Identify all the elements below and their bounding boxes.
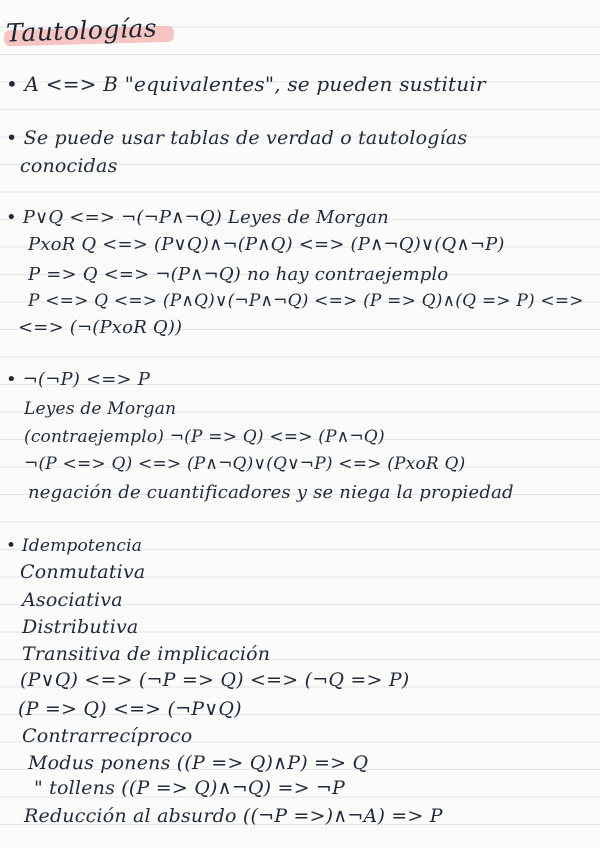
note-line-contraejemplo: (contraejemplo) ¬(P => Q) <=> (P∧¬Q) — [24, 427, 385, 447]
note-line-tablas: • Se puede usar tablas de verdad o tautologías — [6, 127, 468, 149]
note-line-asociativa: Asociativa — [22, 589, 123, 611]
note-line-idempotencia: • Idempotencia — [6, 536, 143, 556]
note-line-cuantificadores: negación de cuantificadores y se niega la propiedad — [28, 482, 514, 503]
note-line-leyes-morgan: Leyes de Morgan — [24, 399, 177, 419]
note-line-distributiva: Distributiva — [22, 616, 139, 638]
note-line-reduccion-absurdo: Reducción al absurdo ((¬P =>)∧¬A) => P — [24, 805, 443, 827]
note-line-conmutativa: Conmutativa — [20, 561, 146, 583]
page-title: Tautologías — [5, 13, 158, 48]
note-line-xor: PxoR Q <=> (P∨Q)∧¬(P∧Q) <=> (P∧¬Q)∨(Q∧¬P) — [28, 234, 505, 255]
note-line-modus-ponens: Modus ponens ((P => Q)∧P) => Q — [28, 752, 369, 774]
note-line-transitiva: Transitiva de implicación — [22, 643, 271, 665]
note-line-xor-negado: <=> (¬(PxoR Q)) — [18, 317, 183, 338]
title-block — [5, 13, 158, 48]
note-line-modus-tollens: " tollens ((P => Q)∧¬Q) => ¬P — [34, 777, 346, 799]
note-line-disyuncion-implicacion: (P∨Q) <=> (¬P => Q) <=> (¬Q => P) — [20, 669, 410, 691]
note-line-doble-negacion: • ¬(¬P) <=> P — [6, 369, 151, 390]
note-line-negacion-bicondicional: ¬(P <=> Q) <=> (P∧¬Q)∨(Q∨¬P) <=> (PxoR Q) — [24, 454, 466, 474]
note-line-morgan: • P∨Q <=> ¬(¬P∧¬Q) Leyes de Morgan — [6, 207, 389, 228]
note-line-equivalentes: • A <=> B "equivalentes", se pueden sustituir — [6, 72, 486, 96]
note-line-contrarreciproco: Contrarrecíproco — [22, 725, 193, 747]
note-line-implicacion-disyuncion: (P => Q) <=> (¬P∨Q) — [18, 698, 242, 720]
note-line-bicondicional: P <=> Q <=> (P∧Q)∨(¬P∧¬Q) <=> (P => Q)∧(Q => P) <=> — [28, 291, 584, 311]
note-line-conocidas: conocidas — [20, 155, 118, 177]
note-line-implicacion: P => Q <=> ¬(P∧¬Q) no hay contraejemplo — [28, 264, 449, 285]
